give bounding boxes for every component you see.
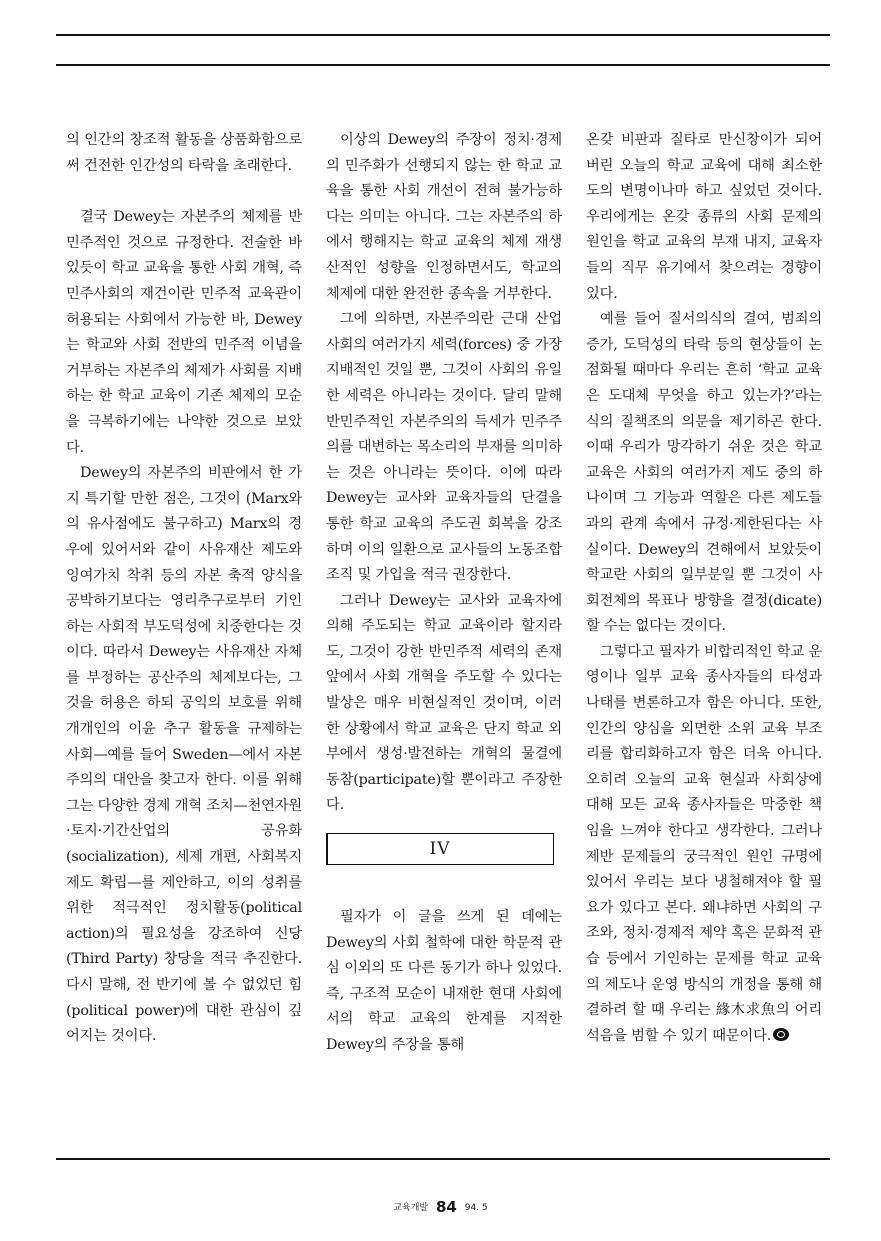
- header-rule-bottom: [56, 64, 830, 66]
- issue-date: 94. 5: [464, 1203, 488, 1213]
- text-column-1: [66, 128, 302, 1050]
- paragraph: [586, 640, 822, 1050]
- paragraph-gap: [66, 179, 302, 205]
- end-mark-icon: [773, 1028, 789, 1041]
- page-footer: [0, 1198, 881, 1216]
- paragraph: 온갖 비판과 질타로 만신창이가 되어 버린 오늘의 학교 교육에 대해 최소한도의 변명이나마 하고 싶었던 것이다. 우리에게는 온갖 종류의 사회 문제의 원인을 학교 교육의 부재 내지, 교육자들의 직무 유기에서 찾으려는 경향이 있다.: [586, 132, 822, 302]
- section-heading: IV: [429, 839, 451, 860]
- paragraph-text: 그렇다고 필자가 비합리적인 학교 운영이나 일부 교육 종사자들의 타성과 나태를 변론하고자 함은 아니다. 또한, 인간의 양심을 외면한 소위 교육 부조리를 합리화하고자 함은 더욱 아니다. 오히려 오늘의 교육 현실과 사회상에 대해 모든 교육 종사자들은 막중한 책임을 느껴야 한다고 생각한다. 그러나 제반 문제들의 궁극적인 원인 규명에 있어서 우리는 보다 냉철해져야 할 필요가 있다고 본다. 왜냐하면 사회의 구조와, 정치·경제적 제약 혹은 문화적 관습 등에서 기인하는 문제를 학교 교육의 제도나 운영 방식의 개정을 통해 해결하려 할 때 우리는 緣木求魚의 어리석음을 범할 수 있기 때문이다.: [586, 643, 822, 1044]
- paragraph: 이상의 Dewey의 주장이 정치·경제의 민주화가 선행되지 않는 한 학교 교육을 통한 사회 개선이 전혀 불가능하다는 의미는 아니다. 그는 자본주의 하에서 행해지는 학교 교육의 체제 재생산적인 성향을 인정하면서도, 학교의 체제에 대한 완전한 종속을 거부한다.: [326, 132, 562, 302]
- text-column-3: [586, 128, 822, 1049]
- paragraph: 그러나 Dewey는 교사와 교육자에 의해 주도되는 학교 교육이라 할지라도, 그것이 강한 반민주적 세력의 존재 앞에서 사회 개혁을 주도할 수 있다는 발상은 매우 비현실적인 것이며, 이러한 상황에서 학교 교육은 단지 학교 외부에서 생성·발전하는 개혁의 물결에 동참(participate)할 뿐이라고 주장한다.: [326, 592, 562, 814]
- footer-rule: [56, 1158, 830, 1160]
- paragraph: 결국 Dewey는 자본주의 체제를 반민주적인 것으로 규정한다. 전술한 바 있듯이 학교 교육을 통한 사회 개혁, 즉 민주사회의 재건이란 민주적 교육관이 허용되는 사회에서 가능한 바, Dewey는 학교와 사회 전반의 민주적 이념을 거부하는 자본주의 체제가 사회를 지배하는 한 학교 교육이 기존 체제의 모순을 극복하기에는 나약한 것으로 보았다.: [66, 209, 302, 456]
- text-column-2: [326, 128, 562, 1059]
- paragraph: 그에 의하면, 자본주의란 근대 산업사회의 여러가지 세력(forces) 중 가장 지배적인 것일 뿐, 그것이 사회의 유일한 세력은 아니라는 것이다. 달리 말해 반민주적인 자본주의의 득세가 민주주의를 대변하는 목소리의 부재를 의미하는 것은 아니라는 뜻이다. 이에 따라 Dewey는 교사와 교육자들의 단결을 통한 학교 교육의 주도권 회복을 강조하며 이의 일환으로 교사들의 노동조합 조직 및 가입을 적극 권장한다.: [326, 311, 562, 584]
- header-rule-top: [56, 34, 830, 36]
- paragraph: 의 인간의 창조적 활동을 상품화함으로써 건전한 인간성의 타락을 초래한다.: [66, 132, 302, 174]
- section-heading-box: [326, 833, 554, 865]
- page-number: 84: [436, 1198, 457, 1216]
- paragraph: 필자가 이 글을 쓰게 된 데에는 Dewey의 사회 철학에 대한 학문적 관심 이외의 또 다른 동기가 하나 있었다. 즉, 구조적 모순이 내재한 현대 사회에서의 학교 교육의 한계를 지적한 Dewey의 주장을 통해: [326, 909, 562, 1053]
- paragraph: 예를 들어 질서의식의 결여, 범죄의 증가, 도덕성의 타락 등의 현상들이 논점화될 때마다 우리는 흔히 ‘학교 교육은 도대체 무엇을 하고 있는가?’라는 식의 질책조의 의문을 제기하곤 한다. 이때 우리가 망각하기 쉬운 것은 학교 교육은 사회의 여러가지 제도 중의 하나이며 그 기능과 역할은 다른 제도들과의 관계 속에서 규정·제한된다는 사실이다. Dewey의 견해에서 보았듯이 학교란 사회의 일부분일 뿐 그것이 사회전체의 목표나 방향을 결정(dicate)할 수는 없다는 것이다.: [586, 311, 822, 635]
- paragraph: Dewey의 자본주의 비판에서 한 가지 특기할 만한 점은, 그것이 (Marx와의 유사점에도 불구하고) Marx의 경우에 있어서와 같이 사유재산 제도와 잉여가치 착취 등의 자본 축적 양식을 공박하기보다는 영리추구로부터 기인하는 사회적 부도덕성에 치중한다는 것이다. 따라서 Dewey는 사유재산 자체를 부정하는 공산주의 체제보다는, 그것을 허용은 하되 공익의 보호를 위해 개개인의 이윤 추구 활동을 규제하는 사회—예를 들어 Sweden—에서 자본주의의 대안을 찾고자 한다. 이를 위해 그는 다양한 경제 개혁 조치—천연자원·토지·기간산업의 공유화(socialization), 세제 개편, 사회복지제도 확립—를 제안하고, 이의 성취를 위한 적극적인 정치활동(political action)의 필요성을 강조하여 신당(Third Party) 창당을 적극 추진한다. 다시 말해, 전 반기에 볼 수 없었던 힘(political power)에 대한 관심이 깊어지는 것이다.: [66, 465, 302, 1045]
- magazine-name: 교육개발: [393, 1203, 429, 1213]
